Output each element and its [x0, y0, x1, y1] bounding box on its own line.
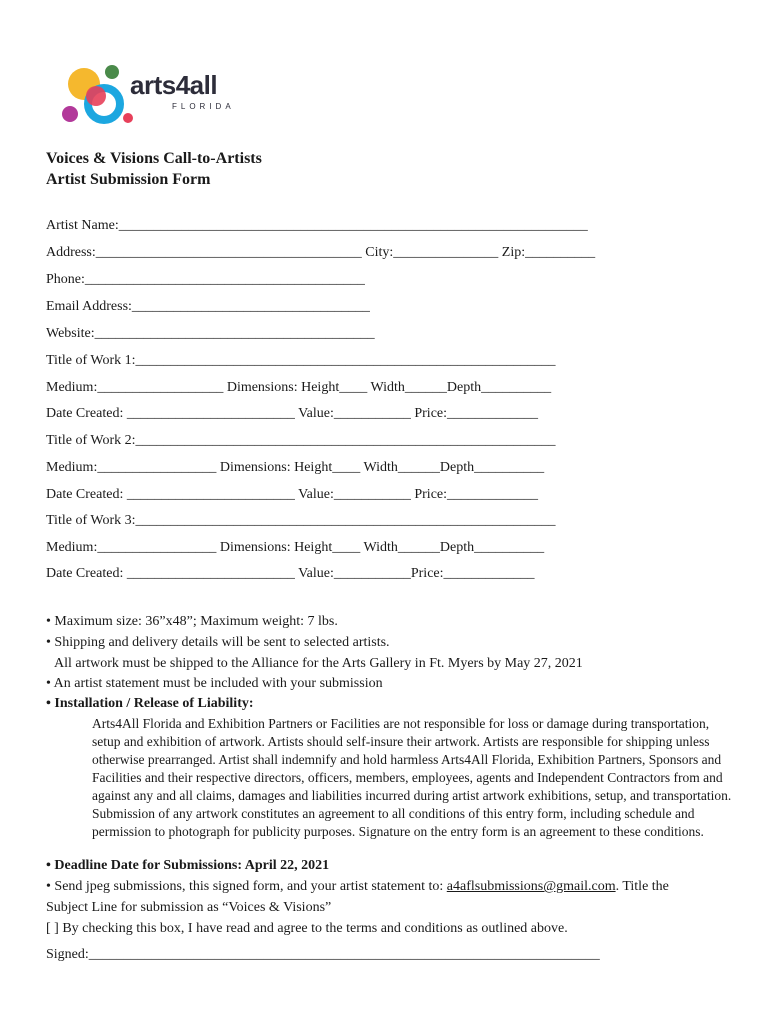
work2-date-field[interactable]: Date Created: ________________________ Value:___________ Price:_____________: [46, 487, 539, 502]
logo-mark-icon: [58, 60, 138, 130]
rule-shipping-note: All artwork must be shipped to the Alliance for the Arts Gallery in Ft. Myers by May 27, 2021: [54, 656, 583, 671]
liability-text: Arts4All Florida and Exhibition Partners or Facilities are not responsible for loss or damage during transportation, setup and exhibition of artwork. Artists should self-insure their artwork. Artists are responsible for shipping unless otherwise prearranged. Artist shall indemnify and hold harmless Arts4All Florida, Exhibition Partners, Sponsors and Facilities and their respective directors, officers, members, employees, agents and Independent Contractors from and against any and all claims, damages and liabilities incurred during artist artwork exhibitions, setup, and transportation. Submission of any artwork constitutes an agreement to all conditions of this entry form, including schedule and permission to photograph for publicity purposes. Signature on the entry form is an agreement to these conditions.: [92, 716, 732, 839]
send-prefix: • Send jpeg submissions, this signed form, and your artist statement to:: [46, 879, 447, 894]
rule-max-size: • Maximum size: 36”x48”; Maximum weight: 7 lbs.: [46, 614, 338, 629]
form-subtitle: Artist Submission Form: [46, 171, 211, 188]
form-title: Voices & Visions Call-to-Artists: [46, 150, 262, 167]
work2-title-field[interactable]: Title of Work 2:____________________________________________________________: [46, 433, 556, 448]
logo-text: arts4all: [130, 70, 218, 100]
work3-title-field[interactable]: Title of Work 3:____________________________________________________________: [46, 513, 556, 528]
submission-email-link[interactable]: a4aflsubmissions@gmail.com: [446, 879, 616, 894]
send-suffix: . Title the: [615, 879, 669, 894]
rule-shipping: • Shipping and delivery details will be sent to selected artists.: [46, 635, 390, 650]
subject-line-note: Subject Line for submission as “Voices & Visions”: [46, 900, 332, 915]
artist-name-field[interactable]: Artist Name:___________________________________________________________________: [46, 218, 588, 233]
work2-medium-field[interactable]: Medium:_________________ Dimensions: Height____ Width______Depth__________: [46, 460, 545, 475]
address-field[interactable]: Address:______________________________________ City:_______________ Zip:__________: [46, 245, 596, 260]
website-field[interactable]: Website:________________________________________: [46, 326, 375, 341]
rule-statement: • An artist statement must be included with your submission: [46, 676, 383, 691]
deadline: • Deadline Date for Submissions: April 22, 2021: [46, 858, 330, 873]
agree-checkbox[interactable]: [ ] By checking this box, I have read and agree to the terms and conditions as outlined above.: [46, 921, 568, 936]
work3-date-field[interactable]: Date Created: ________________________ Value:___________Price:_____________: [46, 566, 535, 581]
arts4all-logo: [58, 60, 238, 130]
liability-heading: • Installation / Release of Liability:: [46, 696, 254, 711]
send-instructions: [46, 879, 669, 895]
signature-field[interactable]: Signed:_________________________________________________________________________: [46, 947, 600, 962]
work1-title-field[interactable]: Title of Work 1:____________________________________________________________: [46, 353, 556, 368]
work1-medium-field[interactable]: Medium:__________________ Dimensions: Height____ Width______Depth__________: [46, 380, 552, 395]
logo-subtext: FLORIDA: [172, 102, 235, 111]
work3-medium-field[interactable]: Medium:_________________ Dimensions: Height____ Width______Depth__________: [46, 540, 545, 555]
phone-field[interactable]: Phone:________________________________________: [46, 272, 365, 287]
email-field[interactable]: Email Address:__________________________________: [46, 299, 370, 314]
work1-date-field[interactable]: Date Created: ________________________ Value:___________ Price:_____________: [46, 406, 539, 421]
